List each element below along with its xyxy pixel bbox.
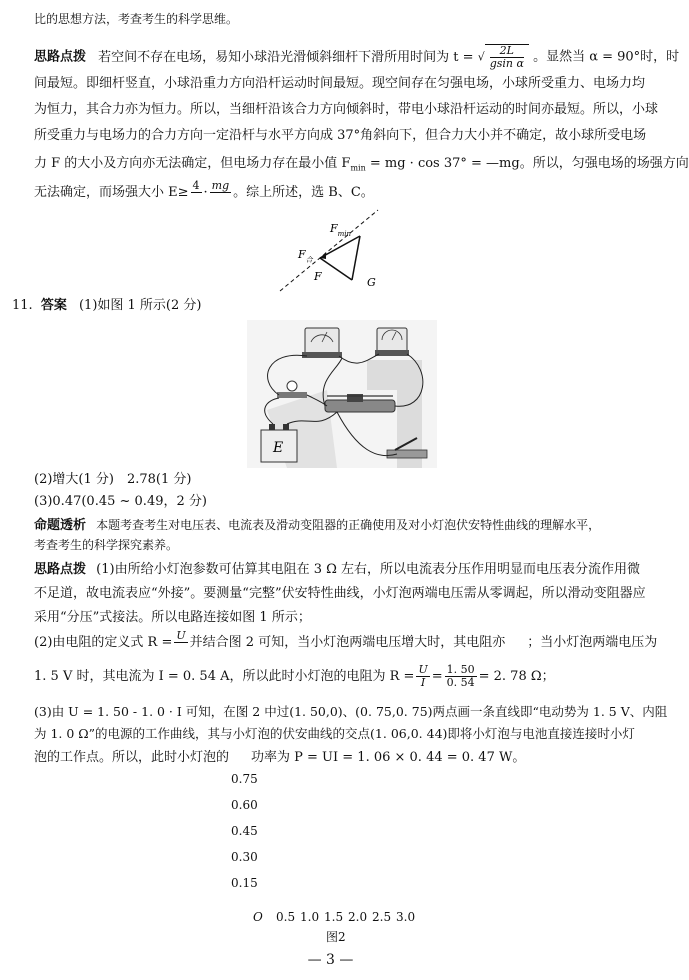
battery <box>261 424 297 462</box>
q10-hint-label: 思路点拨 <box>34 49 87 65</box>
battery-label: E <box>273 440 284 456</box>
hint-text-8a: 泡的工作点。所以，此时小灯泡的 <box>34 750 230 765</box>
gravity-vector <box>320 258 352 280</box>
hint-text-4b: 并结合图 2 可知，当小灯泡两端电压增大时，其电阻亦 <box>189 635 506 650</box>
intent-line-2: 考查考生的科学探究素养。 <box>34 538 179 552</box>
hint-text-5a: 1. 5 V 时，其电流为 I = 0. 54 A，所以此时小灯泡的电阻为 R = <box>34 669 415 684</box>
field-fraction-2 <box>210 180 231 205</box>
ui-num: U <box>418 663 428 676</box>
frac1-den <box>191 193 202 205</box>
intent-text-1: 本题考查考生对电压表、电流表及滑动变阻器的正确使用及对小灯泡伏安特性曲线的理解水平， <box>96 518 601 532</box>
q10-text-6b: 。综上所述，选 B、C。 <box>233 185 374 200</box>
hint-text-1: (1)由所给小灯泡参数可估算其电阻在 3 Ω 左右，所以电流表分压作用明显而电压表分流作用微 <box>96 562 641 577</box>
q10-hint-line-2: 间最短。即细杆竖直，小球沿重力方向沿杆运动时间最短。现空间存在匀强电场，小球所受重力、电场力均 <box>34 76 646 91</box>
hint-line-8 <box>34 746 525 765</box>
x-tick-label: 1.5 <box>324 910 344 924</box>
circuit-figure <box>247 320 437 468</box>
resistance-fraction <box>174 630 187 655</box>
hint-line-4 <box>34 630 657 655</box>
page-number: — 3 — <box>307 952 354 968</box>
frac-dot: · <box>203 185 208 200</box>
fmin-subscript: min <box>350 163 366 173</box>
frac2-num: mg <box>211 179 230 192</box>
arrowhead-icon <box>320 252 326 259</box>
intent-line-1 <box>34 514 600 533</box>
q10-hint-line-1 <box>34 44 679 70</box>
hint-line-6: (3)由 U = 1. 50 - 1. 0 · I 可知，在图 2 中过(1. 50,0)、(0. 75,0. 75)两点画一条直线即“电动势为 1. 5 V、内阻 <box>34 704 668 719</box>
q10-hint-line-3: 为恒力，其合力亦为恒力。所以，当细杆沿该合力方向倾斜时，带电小球沿杆运动的时间亦最短。所以，小球 <box>34 102 659 117</box>
intent-label: 命题透析 <box>34 518 87 533</box>
answer-part-1: (1)如图 1 所示(2 分) <box>78 298 202 313</box>
force-diagram <box>270 206 390 296</box>
figure-caption: 图2 <box>326 930 346 944</box>
sqrt-denominator: gsin α <box>489 57 524 70</box>
x-tick-label: 1.0 <box>300 910 320 924</box>
ammeter <box>375 328 409 356</box>
fmin-label: $F_{min}$ <box>330 222 352 238</box>
hint-line-5 <box>34 664 555 689</box>
iv-chart <box>220 770 440 950</box>
g-label: G <box>367 276 376 289</box>
origin-label: O <box>253 910 263 924</box>
value-den: 0. 54 <box>446 676 475 689</box>
rfrac-num: U <box>176 629 186 642</box>
time-formula-sqrt: √ $\frac{2L}{\text{gsin α}}$ <box>478 44 529 70</box>
q10-hint-line-6 <box>34 180 374 205</box>
intro-line: 比的思想方法，考查考生的科学思维。 <box>34 12 239 26</box>
y-tick-label: 0.15 <box>231 876 258 890</box>
equals-sign: = <box>431 669 443 684</box>
frac1-num: 4 <box>192 179 200 192</box>
sqrt-numerator: 2L <box>490 45 524 58</box>
hint-line-2: 不足道，故电流表应“外接”。要测量“完整”伏安特性曲线，小灯泡两端电压需从零调起，所以滑动变阻器应 <box>34 586 646 601</box>
hint-text-4c: ；当小灯泡两端电压为 <box>527 635 658 650</box>
x-tick-label: 2.0 <box>348 910 368 924</box>
answer-label: 答案 <box>40 298 67 313</box>
x-tick-label: 0.5 <box>276 910 296 924</box>
hint-label: 思路点拨 <box>34 562 87 577</box>
frac2-den <box>210 193 231 205</box>
hint-line-7: 为 1. 0 Ω”的电源的工作曲线，其与小灯泡的伏安曲线的交点(1. 06,0. 44)即将小灯泡与电池直接连接时小灯 <box>34 726 635 741</box>
hint-text-4a: (2)由电阻的定义式 R = <box>34 635 173 650</box>
q10-text-1a: 若空间不存在电场，易知小球沿光滑倾斜细杆下滑所用时间为 t = <box>98 49 474 65</box>
q11-answer-line <box>12 294 201 313</box>
y-tick-label: 0.45 <box>231 824 258 838</box>
voltmeter <box>302 328 342 358</box>
ui-den: I <box>420 676 426 689</box>
q10-text-5b: = mg · cos 37° = —mg。所以，匀强电场的场强方向 <box>369 156 689 171</box>
q10-text-1b: 。显然当 α = 90°时，时 <box>533 49 680 65</box>
q10-hint-line-5 <box>34 152 689 173</box>
ui-fraction <box>416 664 429 689</box>
rfrac-den <box>174 643 187 655</box>
hint-line-1 <box>34 558 640 577</box>
q10-hint-line-4: 所受重力与电场力的合力方向一定沿杆与水平方向成 37°角斜向下，但合力大小并不确定，故小球所受电场 <box>34 128 647 143</box>
q11-number: 11. <box>12 298 33 313</box>
hint-line-3: 采用“分压”式接法。所以电路连接如图 1 所示； <box>34 610 311 625</box>
y-tick-label: 0.75 <box>231 772 258 786</box>
field-fraction-1 <box>191 180 202 205</box>
q10-text-5a: 力 F 的大小及方向亦无法确定，但电场力存在最小值 F <box>34 156 351 171</box>
value-fraction <box>445 664 477 689</box>
x-tick-label: 3.0 <box>396 910 416 924</box>
y-tick-label: 0.60 <box>231 798 258 812</box>
resultant-dashed-line <box>280 210 378 291</box>
fhe-label: $F_合$ <box>298 248 313 264</box>
answer-part-2: (2)增大(1 分) 2.78(1 分) <box>34 472 192 487</box>
x-tick-label: 2.5 <box>372 910 392 924</box>
value-num: 1. 50 <box>446 663 475 676</box>
answer-part-3: (3)0.47(0.45 ~ 0.49，2 分) <box>34 494 207 509</box>
q10-text-6a: 无法确定，而场强大小 E≥ <box>34 185 189 200</box>
f-label: F <box>314 270 322 283</box>
hint-text-8b: 功率为 P = UI = 1. 06 × 0. 44 = 0. 47 W。 <box>251 750 526 765</box>
f-vector <box>352 236 360 280</box>
hint-text-5b: = 2. 78 Ω； <box>478 669 555 684</box>
y-tick-label: 0.30 <box>231 850 258 864</box>
